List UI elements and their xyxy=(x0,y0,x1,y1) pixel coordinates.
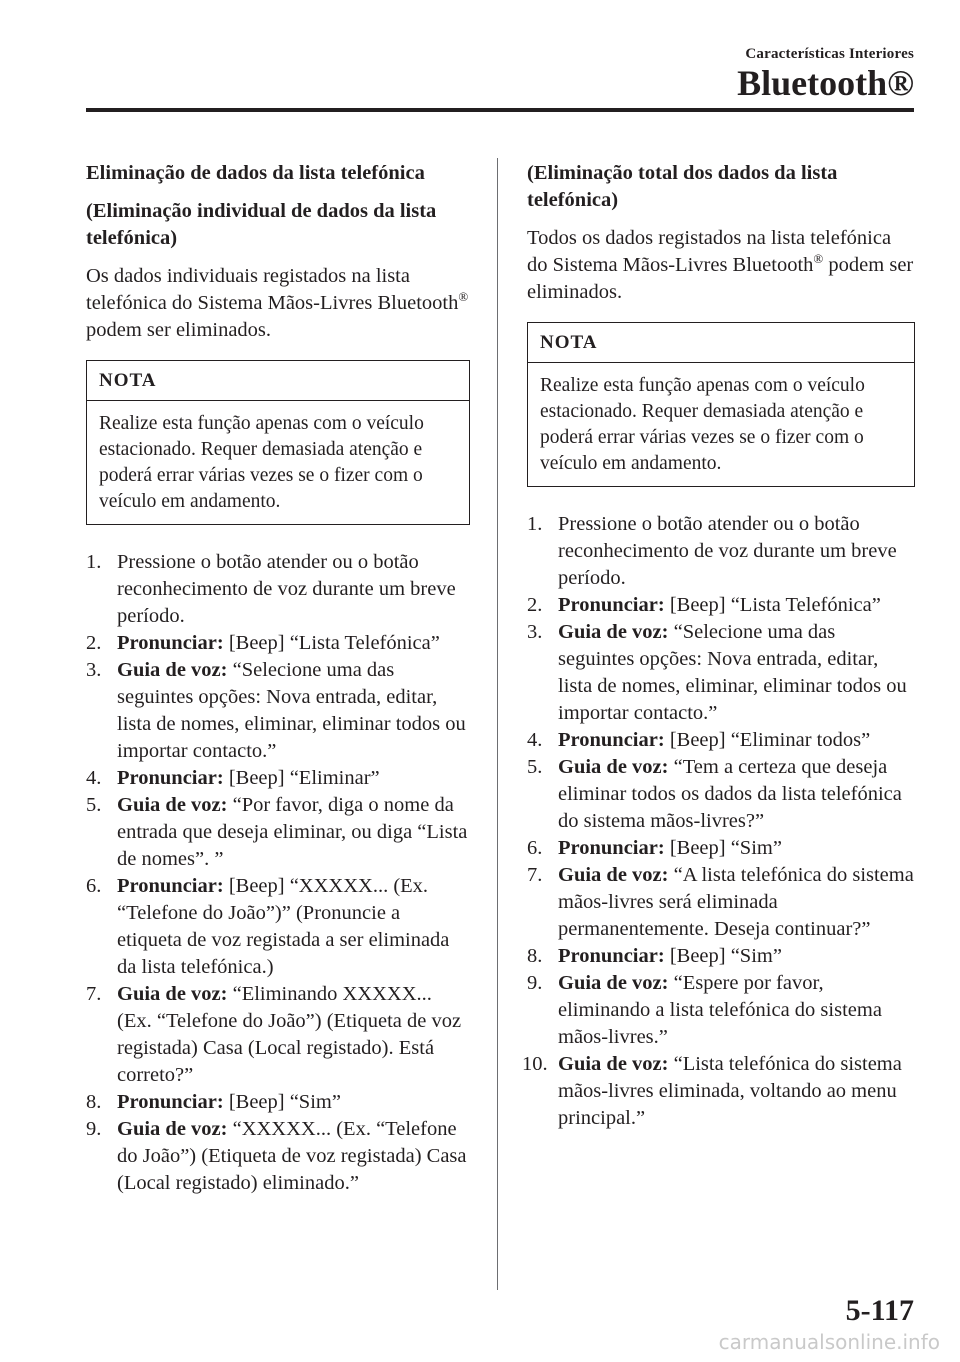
step-number: 8. xyxy=(86,1091,102,1113)
right-intro-registered: ® xyxy=(813,251,824,267)
step-content: “Espere por favor, eliminando a lista telefónica do sistema mãos-livres.” xyxy=(558,972,882,1048)
step-number: 1. xyxy=(86,551,102,573)
right-step-list xyxy=(522,511,915,1132)
step-text xyxy=(117,1089,470,1116)
step-label: Guia de voz: xyxy=(117,794,228,816)
left-step-2 xyxy=(86,630,470,657)
step-number: 7. xyxy=(527,864,543,886)
step-number: 1. xyxy=(527,513,543,535)
right-step-5 xyxy=(527,754,915,835)
page-number: 5-117 xyxy=(845,1294,914,1327)
step-number: 6. xyxy=(86,875,102,897)
step-content: [Beep] “Eliminar todos” xyxy=(669,729,871,751)
step-label: Pronunciar: xyxy=(117,767,224,789)
step-text xyxy=(558,943,915,970)
right-step-3 xyxy=(527,619,915,727)
right-heading: (Eliminação total dos dados da lista telefónica) xyxy=(527,162,838,211)
right-step-9 xyxy=(527,970,915,1051)
step-text xyxy=(558,835,915,862)
step-text xyxy=(117,981,470,1089)
right-step-7 xyxy=(527,862,915,943)
left-step-list xyxy=(86,549,470,1197)
step-text xyxy=(558,619,915,727)
left-step-8 xyxy=(86,1089,470,1116)
left-step-6 xyxy=(86,873,470,981)
step-label: Guia de voz: xyxy=(558,972,669,994)
step-text xyxy=(558,727,915,754)
right-step-6 xyxy=(527,835,915,862)
step-label: Pronunciar: xyxy=(558,594,665,616)
right-note-title: NOTA xyxy=(528,323,914,363)
chapter-name: Características Interiores xyxy=(745,46,914,62)
step-content: [Beep] “Sim” xyxy=(669,945,782,967)
step-label: Pronunciar: xyxy=(117,875,224,897)
step-number: 5. xyxy=(86,794,102,816)
step-content: “Por favor, diga o nome da entrada que deseja eliminar, ou diga “Lista de nomes”. ” xyxy=(117,794,468,870)
left-intro-text-end: podem ser eliminados. xyxy=(86,319,272,341)
step-content: “Selecione uma das seguintes opções: Nova entrada, editar, lista de nomes, eliminar, eliminar todos ou importar contacto.” xyxy=(117,659,466,762)
step-label: Guia de voz: xyxy=(117,1118,228,1140)
step-content: “XXXXX... (Ex. “Telefone do João”) (Etiqueta de voz registada) Casa (Local registado) eliminado.” xyxy=(117,1118,467,1194)
step-text xyxy=(558,970,915,1051)
step-number: 8. xyxy=(527,945,543,967)
step-text xyxy=(558,592,915,619)
step-number: 10. xyxy=(522,1053,548,1075)
section-title: Bluetooth® xyxy=(737,63,914,103)
step-text xyxy=(117,873,470,981)
step-number: 9. xyxy=(86,1118,102,1140)
step-number: 9. xyxy=(527,972,543,994)
left-column xyxy=(86,160,470,1197)
right-intro-text-end: podem ser eliminados. xyxy=(527,254,914,303)
step-number: 3. xyxy=(86,659,102,681)
header-rule xyxy=(86,108,914,112)
step-text xyxy=(558,511,915,592)
watermark: carmanualsonline.info xyxy=(718,1330,940,1354)
right-intro xyxy=(527,225,915,306)
left-step-3 xyxy=(86,657,470,765)
right-step-8 xyxy=(527,943,915,970)
right-step-1 xyxy=(527,511,915,592)
step-number: 5. xyxy=(527,756,543,778)
step-label: Pronunciar: xyxy=(117,632,224,654)
step-label: Guia de voz: xyxy=(117,983,228,1005)
left-step-9 xyxy=(86,1116,470,1197)
right-note-text: Realize esta função apenas com o veículo estacionado. Requer demasiada atenção e poderá errar várias vezes se o fizer com o veículo em andamento. xyxy=(540,375,865,474)
left-intro-registered: ® xyxy=(458,289,469,305)
step-text xyxy=(117,792,470,873)
step-text xyxy=(117,549,470,630)
left-note-box xyxy=(86,360,470,525)
right-step-4 xyxy=(527,727,915,754)
step-content: “Tem a certeza que deseja eliminar todos os dados da lista telefónica do sistema mãos-livres?” xyxy=(558,756,902,832)
right-step-10 xyxy=(522,1051,915,1132)
right-note-box xyxy=(527,322,915,487)
step-number: 4. xyxy=(527,729,543,751)
step-content: “Lista telefónica do sistema mãos-livres eliminada, voltando ao menu principal.” xyxy=(558,1053,902,1129)
step-text xyxy=(117,630,470,657)
step-label: Guia de voz: xyxy=(117,659,228,681)
step-label: Guia de voz: xyxy=(558,1053,669,1075)
step-number: 7. xyxy=(86,983,102,1005)
step-content: [Beep] “Eliminar” xyxy=(228,767,380,789)
step-content: Pressione o botão atender ou o botão reconhecimento de voz durante um breve período. xyxy=(558,513,897,589)
step-number: 4. xyxy=(86,767,102,789)
step-content: [Beep] “Sim” xyxy=(228,1091,341,1113)
left-note-text: Realize esta função apenas com o veículo estacionado. Requer demasiada atenção e poderá errar várias vezes se o fizer com o veículo em andamento. xyxy=(99,413,424,512)
left-step-1 xyxy=(86,549,470,630)
step-content: [Beep] “Sim” xyxy=(669,837,782,859)
step-text xyxy=(558,1051,915,1132)
step-content: “Eliminando XXXXX... (Ex. “Telefone do João”) (Etiqueta de voz registada) Casa (Local registado). Está correto?” xyxy=(117,983,462,1086)
step-label: Guia de voz: xyxy=(558,864,669,886)
right-intro-text: Todos os dados registados na lista telefónica do Sistema Mãos-Livres Bluetooth xyxy=(527,227,892,276)
left-heading-sub: (Eliminação individual de dados da lista telefónica) xyxy=(86,200,437,249)
left-step-4 xyxy=(86,765,470,792)
step-label: Guia de voz: xyxy=(558,621,669,643)
step-content: [Beep] “Lista Telefónica” xyxy=(228,632,440,654)
left-heading-main: Eliminação de dados da lista telefónica xyxy=(86,162,425,184)
step-content: “A lista telefónica do sistema mãos-livres será eliminada permanentemente. Deseja continuar?” xyxy=(558,864,914,940)
step-label: Pronunciar: xyxy=(558,945,665,967)
step-text xyxy=(558,862,915,943)
step-number: 2. xyxy=(86,632,102,654)
column-divider xyxy=(497,158,498,1290)
step-text xyxy=(117,657,470,765)
step-content: Pressione o botão atender ou o botão reconhecimento de voz durante um breve período. xyxy=(117,551,456,627)
step-text xyxy=(558,754,915,835)
step-number: 2. xyxy=(527,594,543,616)
left-step-7 xyxy=(86,981,470,1089)
step-label: Pronunciar: xyxy=(558,729,665,751)
step-content: [Beep] “Lista Telefónica” xyxy=(669,594,881,616)
step-content: “Selecione uma das seguintes opções: Nova entrada, editar, lista de nomes, eliminar, eliminar todos ou importar contacto.” xyxy=(558,621,907,724)
left-step-5 xyxy=(86,792,470,873)
step-label: Pronunciar: xyxy=(117,1091,224,1113)
step-number: 6. xyxy=(527,837,543,859)
step-text xyxy=(117,765,470,792)
step-text xyxy=(117,1116,470,1197)
right-step-2 xyxy=(527,592,915,619)
right-column xyxy=(522,160,915,1132)
step-content: [Beep] “XXXXX... (Ex. “Telefone do João”)” (Pronuncie a etiqueta de voz registada a ser eliminada da lista telefónica.) xyxy=(117,875,450,978)
left-intro-text: Os dados individuais registados na lista telefónica do Sistema Mãos-Livres Bluetooth xyxy=(86,265,459,314)
left-note-title: NOTA xyxy=(87,361,469,401)
step-number: 3. xyxy=(527,621,543,643)
step-label: Pronunciar: xyxy=(558,837,665,859)
left-intro xyxy=(86,263,470,344)
step-label: Guia de voz: xyxy=(558,756,669,778)
